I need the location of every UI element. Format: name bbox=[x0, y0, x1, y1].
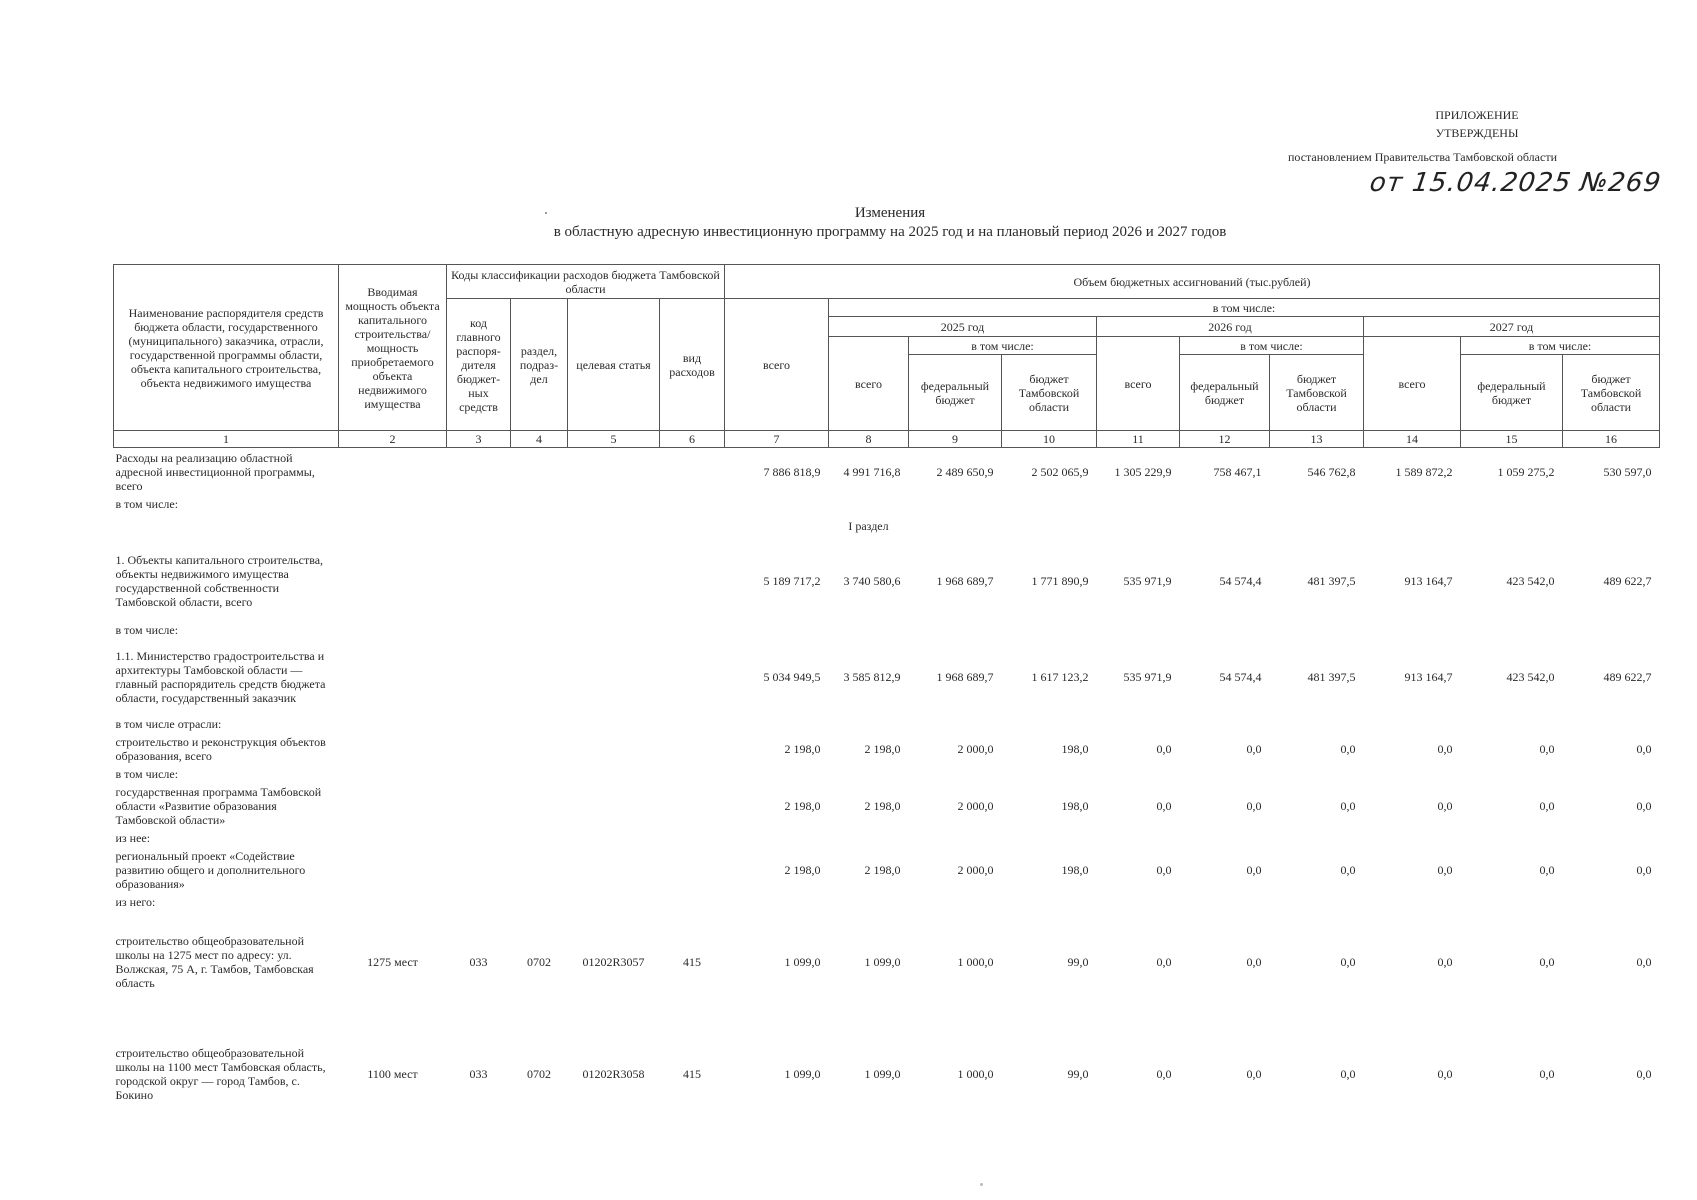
table-row bbox=[114, 846, 1660, 894]
col-header-2026-including: в том числе: bbox=[1180, 337, 1364, 355]
row-name: Расходы на реализацию областной адресной инвестиционной программы, всего bbox=[115, 450, 315, 493]
empty-cell bbox=[511, 638, 568, 716]
row-value: 0,0 bbox=[1156, 862, 1172, 877]
empty-cell bbox=[447, 846, 511, 894]
table-body bbox=[114, 448, 1660, 1134]
col-header-2026-regional: бюджет Тамбовской области bbox=[1270, 355, 1364, 431]
column-number: 13 bbox=[1270, 431, 1364, 448]
col-header-2026-federal: федеральный бюджет bbox=[1180, 355, 1270, 431]
row-value: 1 099,0 bbox=[864, 954, 901, 969]
row-value: 0,0 bbox=[1340, 798, 1356, 813]
row-value: 0,0 bbox=[1636, 862, 1652, 877]
stray-mark bbox=[980, 1183, 983, 1186]
row-value: 7 886 818,9 bbox=[763, 464, 821, 479]
row-value: 0,0 bbox=[1636, 798, 1652, 813]
title-line-1: Изменения bbox=[854, 205, 926, 221]
row-expense-code: 415 bbox=[683, 1066, 701, 1081]
row-value: 1 771 890,9 bbox=[1031, 573, 1089, 588]
column-number: 12 bbox=[1180, 431, 1270, 448]
col-header-volume: Объем бюджетных ассигнований (тыс.рублей) bbox=[725, 265, 1660, 299]
row-value: 913 164,7 bbox=[1404, 669, 1453, 684]
empty-cell bbox=[660, 846, 725, 894]
row-value: 423 542,0 bbox=[1506, 573, 1555, 588]
row-value: 1 968 689,7 bbox=[936, 573, 994, 588]
row-target-code: 01202R3057 bbox=[582, 954, 645, 969]
empty-cell bbox=[447, 782, 511, 830]
decree-label: постановлением Правительства Тамбовской области bbox=[1287, 150, 1557, 164]
table-row bbox=[114, 894, 1660, 910]
row-value: 0,0 bbox=[1636, 1066, 1652, 1081]
column-number: 7 bbox=[725, 431, 829, 448]
row-value: 481 397,5 bbox=[1307, 573, 1356, 588]
table-row bbox=[114, 766, 1660, 782]
row-value: 913 164,7 bbox=[1404, 573, 1453, 588]
empty-cell bbox=[660, 448, 725, 496]
row-name: государственная программа Тамбовской области «Развитие образования Тамбовской области» bbox=[115, 784, 322, 827]
empty-cell bbox=[339, 540, 447, 622]
row-value: 2 198,0 bbox=[864, 798, 901, 813]
row-label: из него: bbox=[115, 894, 156, 909]
table-row bbox=[114, 448, 1660, 496]
row-value: 2 489 650,9 bbox=[936, 464, 994, 479]
col-header-codes: Коды классификации расходов бюджета Тамбовской области bbox=[447, 265, 725, 299]
col-header-main-admin: код главного распоря-дителя бюджет-ных средств bbox=[447, 299, 511, 431]
table-row bbox=[114, 540, 1660, 622]
empty-cell bbox=[339, 638, 447, 716]
row-value: 0,0 bbox=[1539, 954, 1555, 969]
row-value: 481 397,5 bbox=[1307, 669, 1356, 684]
row-value: 54 574,4 bbox=[1219, 669, 1262, 684]
row-value: 2 198,0 bbox=[784, 798, 821, 813]
row-value: 758 467,1 bbox=[1213, 464, 1262, 479]
row-value: 3 740 580,6 bbox=[843, 573, 901, 588]
row-value: 1 305 229,9 bbox=[1114, 464, 1172, 479]
empty-cell bbox=[660, 540, 725, 622]
empty-cell bbox=[511, 448, 568, 496]
row-value: 1 589 872,2 bbox=[1395, 464, 1453, 479]
investment-program-table bbox=[113, 264, 1660, 1134]
empty-cell bbox=[511, 732, 568, 766]
row-name: строительство и реконструкция объектов образования, всего bbox=[115, 734, 326, 763]
col-header-2025-federal: федеральный бюджет bbox=[909, 355, 1002, 431]
empty-cell bbox=[660, 782, 725, 830]
row-value: 0,0 bbox=[1636, 741, 1652, 756]
table-row bbox=[114, 716, 1660, 732]
row-name: 1. Объекты капитального строительства, объекты недвижимого имущества государственной собственности Тамбовской области, всего bbox=[115, 552, 324, 609]
column-number: 14 bbox=[1364, 431, 1461, 448]
column-number: 1 bbox=[114, 431, 339, 448]
row-expense-code: 415 bbox=[683, 954, 701, 969]
row-value: 54 574,4 bbox=[1219, 573, 1262, 588]
row-value: 0,0 bbox=[1246, 1066, 1262, 1081]
col-header-2026: 2026 год bbox=[1097, 317, 1364, 337]
row-value: 2 198,0 bbox=[784, 741, 821, 756]
row-value: 0,0 bbox=[1539, 1066, 1555, 1081]
approval-block bbox=[1197, 106, 1557, 166]
row-value: 0,0 bbox=[1437, 862, 1453, 877]
table-row bbox=[114, 496, 1660, 512]
col-header-2025-regional: бюджет Тамбовской области bbox=[1002, 355, 1097, 431]
column-number: 10 bbox=[1002, 431, 1097, 448]
row-value: 198,0 bbox=[1061, 798, 1089, 813]
row-name: строительство общеобразовательной школы на 1100 мест Тамбовская область, городской округ — город Тамбов, с. Бокино bbox=[115, 1045, 326, 1102]
column-number: 8 bbox=[829, 431, 909, 448]
col-header-2025-total: всего bbox=[829, 337, 909, 431]
table-row bbox=[114, 830, 1660, 846]
col-header-2027-regional: бюджет Тамбовской области bbox=[1563, 355, 1660, 431]
table-row bbox=[114, 732, 1660, 766]
approved-label: УТВЕРЖДЕНЫ bbox=[1435, 126, 1519, 140]
row-value: 0,0 bbox=[1156, 1066, 1172, 1081]
row-value: 0,0 bbox=[1156, 954, 1172, 969]
table-row bbox=[114, 512, 1660, 540]
section-heading: I раздел bbox=[848, 518, 889, 533]
row-name: региональный проект «Содействие развитию общего и дополнительного образования» bbox=[115, 848, 306, 891]
row-value: 0,0 bbox=[1539, 862, 1555, 877]
row-section-code: 0702 bbox=[527, 954, 551, 969]
row-admin-code: 033 bbox=[469, 1066, 488, 1081]
table-row bbox=[114, 782, 1660, 830]
row-value: 0,0 bbox=[1246, 798, 1262, 813]
row-value: 2 000,0 bbox=[957, 798, 994, 813]
empty-cell bbox=[511, 782, 568, 830]
title-line-2: в областную адресную инвестиционную программу на 2025 год и на плановый период 2026 и 2027 годов bbox=[553, 224, 1227, 240]
row-value: 0,0 bbox=[1636, 954, 1652, 969]
col-header-2027: 2027 год bbox=[1364, 317, 1660, 337]
empty-cell bbox=[568, 846, 660, 894]
spacer-cell bbox=[114, 512, 829, 540]
row-value: 0,0 bbox=[1437, 1066, 1453, 1081]
row-section-code: 0702 bbox=[527, 1066, 551, 1081]
row-name: 1.1. Министерство градостроительства и архитектуры Тамбовской области — главный распорядитель средств бюджета области, государственный заказчик bbox=[115, 648, 326, 705]
row-value: 0,0 bbox=[1340, 1066, 1356, 1081]
col-header-name: Наименование распорядителя средств бюджета области, государственного (муниципального) заказчика, отрасли, государственной программы области, объекта капитального строительства, объекта недвижимого имущества bbox=[114, 265, 339, 431]
row-capacity: 1275 мест bbox=[367, 954, 418, 969]
empty-cell bbox=[660, 638, 725, 716]
row-capacity: 1100 мест bbox=[367, 1066, 418, 1081]
empty-cell bbox=[447, 732, 511, 766]
row-value: 489 622,7 bbox=[1603, 669, 1652, 684]
row-name: строительство общеобразовательной школы на 1275 мест по адресу: ул. Волжская, 75 А, г. Тамбов, Тамбовская область bbox=[115, 933, 314, 990]
empty-cell bbox=[511, 540, 568, 622]
row-value: 535 971,9 bbox=[1123, 669, 1172, 684]
row-value: 0,0 bbox=[1156, 798, 1172, 813]
row-value: 2 198,0 bbox=[864, 862, 901, 877]
row-value: 2 000,0 bbox=[957, 862, 994, 877]
row-value: 0,0 bbox=[1156, 741, 1172, 756]
row-value: 2 198,0 bbox=[864, 741, 901, 756]
row-value: 0,0 bbox=[1437, 954, 1453, 969]
column-number: 16 bbox=[1563, 431, 1660, 448]
empty-cell bbox=[447, 638, 511, 716]
col-header-section: раздел, подраз-дел bbox=[511, 299, 568, 431]
row-value: 2 502 065,9 bbox=[1031, 464, 1089, 479]
empty-cell bbox=[511, 846, 568, 894]
col-header-2025-including: в том числе: bbox=[909, 337, 1097, 355]
column-number: 5 bbox=[568, 431, 660, 448]
row-value: 535 971,9 bbox=[1123, 573, 1172, 588]
column-numbers-row bbox=[114, 431, 1660, 448]
row-value: 0,0 bbox=[1340, 954, 1356, 969]
row-target-code: 01202R3058 bbox=[582, 1066, 645, 1081]
document-title bbox=[0, 204, 1697, 242]
empty-cell bbox=[339, 732, 447, 766]
row-label: из нее: bbox=[115, 830, 151, 845]
row-label: в том числе отрасли: bbox=[115, 716, 222, 731]
col-header-2027-federal: федеральный бюджет bbox=[1461, 355, 1563, 431]
row-value: 1 099,0 bbox=[784, 1066, 821, 1081]
empty-cell bbox=[339, 846, 447, 894]
column-number: 9 bbox=[909, 431, 1002, 448]
column-number: 11 bbox=[1097, 431, 1180, 448]
table-row bbox=[114, 638, 1660, 716]
row-label: в том числе: bbox=[115, 496, 179, 511]
row-value: 1 099,0 bbox=[784, 954, 821, 969]
empty-cell bbox=[339, 448, 447, 496]
empty-cell bbox=[447, 448, 511, 496]
empty-cell bbox=[568, 782, 660, 830]
row-value: 5 189 717,2 bbox=[763, 573, 821, 588]
col-header-total: всего bbox=[725, 299, 829, 431]
empty-cell bbox=[660, 732, 725, 766]
col-header-target: целевая статья bbox=[568, 299, 660, 431]
column-number: 3 bbox=[447, 431, 511, 448]
row-value: 1 000,0 bbox=[957, 1066, 994, 1081]
empty-cell bbox=[568, 732, 660, 766]
row-value: 546 762,8 bbox=[1307, 464, 1356, 479]
row-value: 0,0 bbox=[1340, 862, 1356, 877]
row-value: 198,0 bbox=[1061, 862, 1089, 877]
row-value: 423 542,0 bbox=[1506, 669, 1555, 684]
row-value: 99,0 bbox=[1067, 1066, 1089, 1081]
row-value: 0,0 bbox=[1246, 741, 1262, 756]
row-value: 0,0 bbox=[1539, 798, 1555, 813]
table-row bbox=[114, 622, 1660, 638]
empty-cell bbox=[568, 448, 660, 496]
row-value: 530 597,0 bbox=[1603, 464, 1652, 479]
empty-cell bbox=[447, 540, 511, 622]
col-header-capacity: Вводимая мощность объекта капитального строительства/ мощность приобретаемого объекта недвижимого имущества bbox=[339, 265, 447, 431]
appendix-label: ПРИЛОЖЕНИЕ bbox=[1435, 108, 1519, 122]
col-header-2026-total: всего bbox=[1097, 337, 1180, 431]
row-value: 0,0 bbox=[1246, 862, 1262, 877]
spacer-cell bbox=[909, 512, 1660, 540]
row-value: 0,0 bbox=[1437, 798, 1453, 813]
row-value: 0,0 bbox=[1539, 741, 1555, 756]
table-row bbox=[114, 910, 1660, 1014]
column-number: 4 bbox=[511, 431, 568, 448]
handwritten-date-number: от 15.04.2025 №269 bbox=[1367, 168, 1664, 198]
row-value: 0,0 bbox=[1340, 741, 1356, 756]
row-admin-code: 033 bbox=[469, 954, 488, 969]
empty-cell bbox=[568, 540, 660, 622]
col-header-expense-type: вид расходов bbox=[660, 299, 725, 431]
col-header-2027-including: в том числе: bbox=[1461, 337, 1660, 355]
column-number: 6 bbox=[660, 431, 725, 448]
column-number: 2 bbox=[339, 431, 447, 448]
table-row bbox=[114, 1014, 1660, 1134]
column-number: 15 bbox=[1461, 431, 1563, 448]
row-value: 5 034 949,5 bbox=[763, 669, 821, 684]
row-value: 2 000,0 bbox=[957, 741, 994, 756]
row-value: 0,0 bbox=[1437, 741, 1453, 756]
row-value: 1 968 689,7 bbox=[936, 669, 994, 684]
empty-cell bbox=[568, 638, 660, 716]
row-value: 3 585 812,9 bbox=[843, 669, 901, 684]
row-value: 1 617 123,2 bbox=[1031, 669, 1089, 684]
row-value: 1 059 275,2 bbox=[1497, 464, 1555, 479]
empty-cell bbox=[339, 782, 447, 830]
col-header-2027-total: всего bbox=[1364, 337, 1461, 431]
col-header-2025: 2025 год bbox=[829, 317, 1097, 337]
row-value: 4 991 716,8 bbox=[843, 464, 901, 479]
row-value: 99,0 bbox=[1067, 954, 1089, 969]
row-value: 1 000,0 bbox=[957, 954, 994, 969]
row-value: 198,0 bbox=[1061, 741, 1089, 756]
row-value: 2 198,0 bbox=[784, 862, 821, 877]
row-label: в том числе: bbox=[115, 622, 179, 637]
row-value: 489 622,7 bbox=[1603, 573, 1652, 588]
row-value: 1 099,0 bbox=[864, 1066, 901, 1081]
col-header-including: в том числе: bbox=[829, 299, 1660, 317]
row-label: в том числе: bbox=[115, 766, 179, 781]
row-value: 0,0 bbox=[1246, 954, 1262, 969]
